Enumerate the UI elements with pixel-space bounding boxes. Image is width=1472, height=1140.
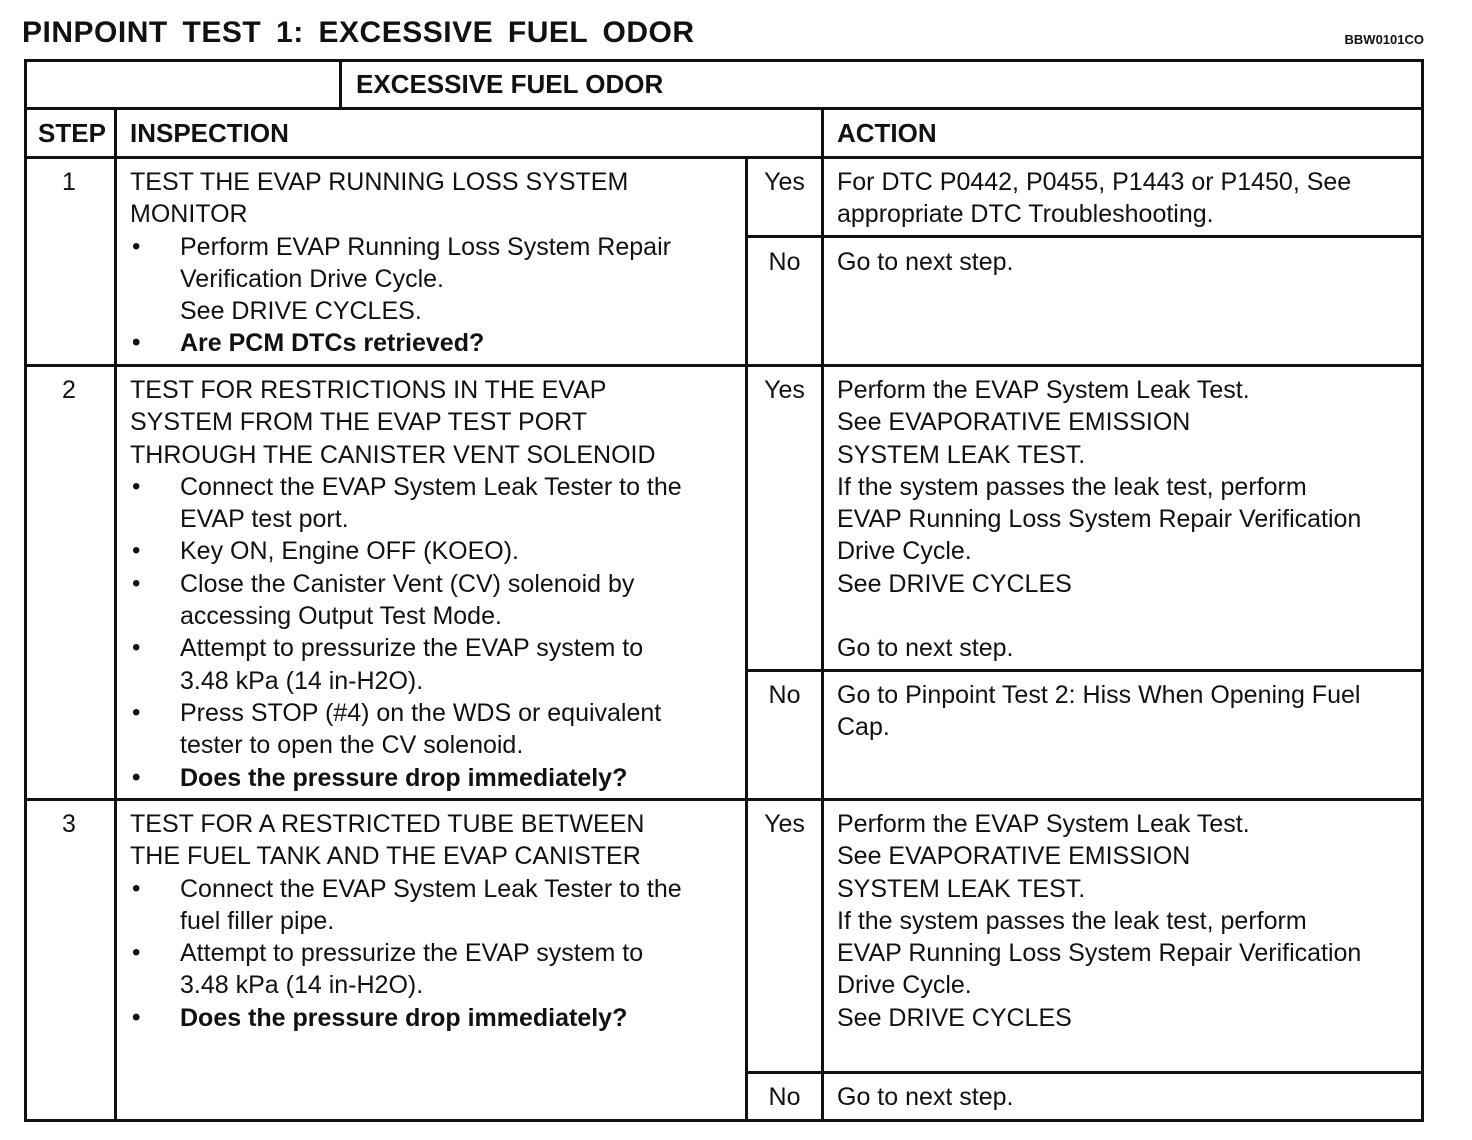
step-heading-line: THE FUEL TANK AND THE EVAP CANISTER [130,842,641,871]
document-code: BBW0101CO [1344,32,1424,47]
step-heading-line: TEST FOR RESTRICTIONS IN THE EVAP [130,376,607,404]
step-1-inspection [130,166,740,360]
inspection-bullet [130,535,740,567]
step-heading-line: TEST THE EVAP RUNNING LOSS SYSTEM [130,168,629,196]
action-line: If the system passes the leak test, perform [837,906,1307,935]
step-3-yes-label: Yes [764,810,805,838]
bullet-line: • Attempt to pressurize the EVAP system to [180,939,644,968]
bullet-line: • Connect the EVAP System Leak Tester to the [180,874,682,903]
step-2-yes-action [837,374,1417,665]
header-step: STEP [38,118,106,148]
table-title: EXCESSIVE FUEL ODOR [356,69,664,99]
step-1-yes-label: Yes [764,168,805,196]
action-line: SYSTEM LEAK TEST. [837,874,1086,903]
rule-step1-bottom [27,364,1421,367]
rule-step1-yesno [748,235,1421,238]
action-line: Perform the EVAP System Leak Test. [837,376,1250,404]
step-3-yes-action [837,808,1417,1034]
bullet-line: • Connect the EVAP System Leak Tester to the [180,472,682,501]
bullet-line: accessing Output Test Mode. [180,602,502,631]
step-2-number: 2 [62,376,76,404]
action-line: Go to next step. [837,634,1014,663]
bullet-line: See DRIVE CYCLES. [180,297,422,326]
step-2-no-label: No [768,681,801,709]
bullet-line: • Key ON, Engine OFF (KOEO). [180,537,519,566]
bullet-line: tester to open the CV solenoid. [180,731,524,760]
step-2-yes-label: Yes [764,376,805,404]
step-1-yes-action [837,166,1417,231]
bullet-line: 3.48 kPa (14 in-H2O). [180,666,424,695]
step-2-inspection [130,374,740,794]
rule-step3-yesno [748,1071,1421,1074]
bullet-line: fuel filler pipe. [180,906,335,935]
bullet-line: • Attempt to pressurize the EVAP system to [180,634,644,663]
inspection-bullet [130,632,740,697]
bullet-line: • Perform EVAP Running Loss System Repair [180,232,671,261]
header-inspection: INSPECTION [130,118,289,148]
rule-title-bottom [27,107,1421,110]
step-3-number: 3 [62,810,76,838]
bullet-line: • Are PCM DTCs retrieved? [180,329,485,358]
page-title: PINPOINT TEST 1: EXCESSIVE FUEL ODOR [22,16,695,49]
inspection-bullet [130,568,740,633]
action-line: appropriate DTC Troubleshooting. [837,200,1214,229]
inspection-bullet [130,937,740,1002]
step-heading-line: MONITOR [130,200,248,229]
step-heading-line: TEST FOR A RESTRICTED TUBE BETWEEN [130,810,645,838]
step-3-inspection [130,808,740,1034]
bullet-line: Verification Drive Cycle. [180,264,444,293]
bullet-line: • Does the pressure drop immediately? [180,1003,628,1032]
action-line: See DRIVE CYCLES [837,1003,1072,1032]
action-line: Go to next step. [837,1083,1014,1111]
action-line-blank [837,600,1417,632]
bullet-line: 3.48 kPa (14 in-H2O). [180,971,424,1000]
inspection-bullet [130,471,740,536]
bullet-line: • Close the Canister Vent (CV) solenoid by [180,569,635,598]
rule-header-bottom [27,156,1421,159]
action-line: EVAP Running Loss System Repair Verification [837,505,1362,534]
step-1-no-action [837,246,1417,278]
inspection-bullet [130,231,740,328]
action-line: If the system passes the leak test, perform [837,472,1307,501]
step-3-no-label: No [768,1083,801,1111]
action-line: Perform the EVAP System Leak Test. [837,810,1250,838]
step-3-no-action [837,1081,1417,1113]
bullet-line: • Does the pressure drop immediately? [180,763,628,792]
action-line: Drive Cycle. [837,971,972,1000]
bullet-line: • Press STOP (#4) on the WDS or equivalent [180,698,662,727]
step-heading-line: THROUGH THE CANISTER VENT SOLENOID [130,440,656,469]
rule-step2-bottom [27,798,1421,801]
action-line: For DTC P0442, P0455, P1443 or P1450, See [837,168,1352,196]
inspection-question-bullet [130,762,740,794]
step-1-no-label: No [768,248,801,276]
action-line: See EVAPORATIVE EMISSION [837,842,1191,871]
action-line: Drive Cycle. [837,537,972,566]
rule-yesno-col [745,159,748,1120]
step-2-no-action [837,679,1417,744]
rule-step2-yesno [748,669,1421,672]
step-heading-line: SYSTEM FROM THE EVAP TEST PORT [130,408,588,437]
rule-step-col [114,110,117,1120]
rule-title-left [339,62,342,107]
inspection-question-bullet [130,327,740,359]
rule-action-col [821,110,824,1120]
step-1-number: 1 [62,168,76,196]
inspection-bullet [130,873,740,938]
action-line: EVAP Running Loss System Repair Verification [837,939,1362,968]
action-line: SYSTEM LEAK TEST. [837,440,1086,469]
bullet-line: EVAP test port. [180,505,349,534]
action-line: Go to next step. [837,248,1014,276]
action-line: See DRIVE CYCLES [837,569,1072,598]
action-line: Cap. [837,713,890,742]
action-line: See EVAPORATIVE EMISSION [837,408,1191,437]
inspection-bullet [130,697,740,762]
action-line: Go to Pinpoint Test 2: Hiss When Opening Fuel [837,681,1361,709]
inspection-question-bullet [130,1002,740,1034]
header-action: ACTION [837,118,937,148]
